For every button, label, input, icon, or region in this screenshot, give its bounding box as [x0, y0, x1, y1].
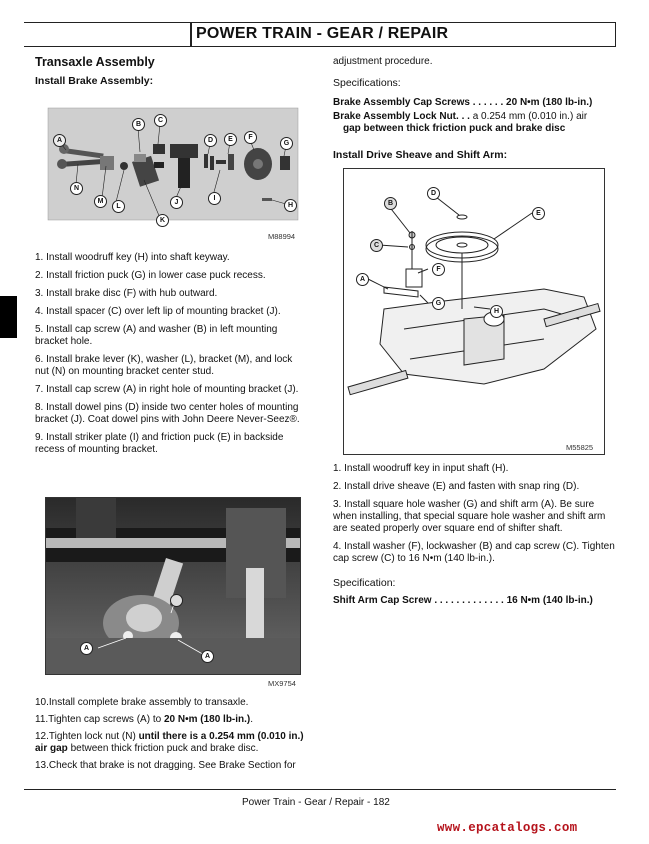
step-3: 3. Install brake disc (F) with hub outward.: [35, 288, 218, 299]
callout-b: B: [132, 118, 145, 131]
watermark-text: www.epcatalogs.com: [437, 821, 578, 835]
callout-a-left: A: [80, 642, 93, 655]
step-12-end: between thick friction puck and brake disc.: [67, 743, 259, 754]
right-steps: [333, 463, 615, 607]
callout-e: E: [224, 133, 237, 146]
figure-brake-parts: [40, 104, 304, 244]
callout-f: F: [432, 263, 445, 276]
subsection-title-brake: Install Brake Assembly:: [35, 75, 154, 87]
figure-caption-m88994: M88994: [268, 232, 296, 241]
step-r3: 3. Install square hole washer (G) and shift arm (A). Be sure when installing, that special square hole washer and shift arm are seated properly over square end of shifter shaft.: [333, 499, 606, 534]
callout-h: H: [490, 305, 503, 318]
callout-blank: [170, 594, 183, 607]
callout-a: A: [53, 134, 66, 147]
page-footer: Power Train - Gear / Repair - 182: [242, 797, 390, 808]
callout-c: C: [370, 239, 383, 252]
callout-c: C: [154, 114, 167, 127]
spec-lock-nut-label: Brake Assembly Lock Nut. . .: [333, 111, 470, 122]
callout-l: L: [112, 200, 125, 213]
subsection-title-sheave: Install Drive Sheave and Shift Arm:: [333, 149, 508, 161]
figure-transaxle: [343, 168, 605, 455]
page-title: POWER TRAIN - GEAR / REPAIR: [190, 22, 616, 46]
callout-d: D: [204, 134, 217, 147]
step-r2: 2. Install drive sheave (E) and fasten with snap ring (D).: [333, 481, 580, 492]
callout-e: E: [532, 207, 545, 220]
callout-g: G: [432, 297, 445, 310]
step-4: 4. Install spacer (C) over left lip of mounting bracket (J).: [35, 306, 281, 317]
right-column: [333, 56, 618, 161]
left-steps-2: [35, 697, 315, 772]
step-12: [35, 731, 315, 755]
spec-cap-screws-value: 20 N•m (180 lb-in.): [506, 97, 593, 108]
step-r4: 4. Install washer (F), lockwasher (B) and cap screw (C). Tighten cap screw (C) to 16 N•m (140 lb-in.).: [333, 541, 615, 564]
step-9: 9. Install striker plate (I) and friction puck (E) in backside recess of mounting bracket.: [35, 432, 284, 455]
spec-shift-arm-value: 16 N•m (140 lb-in.): [506, 595, 593, 606]
callout-b: B: [384, 197, 397, 210]
left-steps: [35, 252, 307, 456]
step-11-end: .: [250, 714, 254, 725]
callout-m: M: [94, 195, 107, 208]
left-column: [35, 56, 315, 87]
step-8: 8. Install dowel pins (D) inside two center holes of mounting bracket (J). Coat dowel pins with John Deere Never-Seez®.: [35, 402, 300, 425]
spec-cap-screws-label: Brake Assembly Cap Screws . . . . . .: [333, 97, 504, 108]
spec-lock-nut-value-a: a 0.254 mm (0.010 in.) air: [472, 111, 588, 122]
step-12-gap: until there is a 0.254 mm (0.010 in.) air gap: [35, 731, 304, 754]
callout-d: D: [427, 187, 440, 200]
step-2: 2. Install friction puck (G) in lower case puck recess.: [35, 270, 266, 281]
callout-a-right: A: [201, 650, 214, 663]
step-12-text: 12.Tighten lock nut (N): [35, 731, 139, 742]
callout-h: H: [284, 199, 297, 212]
section-title: Transaxle Assembly: [35, 55, 155, 69]
step-11-text: 11.Tighten cap screws (A) to: [35, 714, 164, 725]
spec-shift-arm: [333, 595, 615, 607]
callout-k: K: [156, 214, 169, 227]
footer-rule: [24, 789, 616, 790]
step-10: 10.Install complete brake assembly to transaxle.: [35, 697, 249, 708]
step-11: [35, 714, 315, 726]
callout-i: I: [208, 192, 221, 205]
figure-caption-m55825: M55825: [566, 443, 594, 452]
spec-shift-arm-label: Shift Arm Cap Screw . . . . . . . . . . . . .: [333, 595, 504, 606]
step-r1: 1. Install woodruff key in input shaft (H).: [333, 463, 509, 474]
transaxle-illustration: [344, 169, 604, 454]
callout-n: N: [70, 182, 83, 195]
figure-brake-installed: [45, 497, 301, 675]
spec-lock-nut-line2: gap between thick friction puck and brake disc: [343, 123, 566, 134]
spec-cap-screws: [333, 97, 618, 109]
brake-parts-illustration: [40, 104, 304, 244]
step-6: 6. Install brake lever (K), washer (L), bracket (M), and lock nut (N) on mounting bracket center stud.: [35, 354, 293, 377]
callout-a: A: [356, 273, 369, 286]
step-1: 1. Install woodruff key (H) into shaft keyway.: [35, 252, 230, 263]
callout-j: J: [170, 196, 183, 209]
header-rule: [24, 46, 616, 47]
step-5: 5. Install cap screw (A) and washer (B) in left mounting bracket hole.: [35, 324, 278, 347]
step-7: 7. Install cap screw (A) in right hole of mounting bracket (J).: [35, 384, 299, 395]
specification-label: Specification:: [333, 577, 396, 589]
continuation-text: adjustment procedure.: [333, 56, 433, 67]
header-rule-top: [24, 22, 190, 23]
figure-caption-mx9754: MX9754: [268, 679, 296, 688]
callout-g: G: [280, 137, 293, 150]
section-tab: [0, 296, 17, 338]
spec-lock-nut: [333, 111, 618, 123]
callout-f: F: [244, 131, 257, 144]
step-11-torque: 20 N•m (180 lb-in.): [163, 714, 251, 725]
step-13: 13.Check that brake is not dragging. See Brake Section for: [35, 760, 296, 771]
specifications-label: Specifications:: [333, 77, 401, 89]
